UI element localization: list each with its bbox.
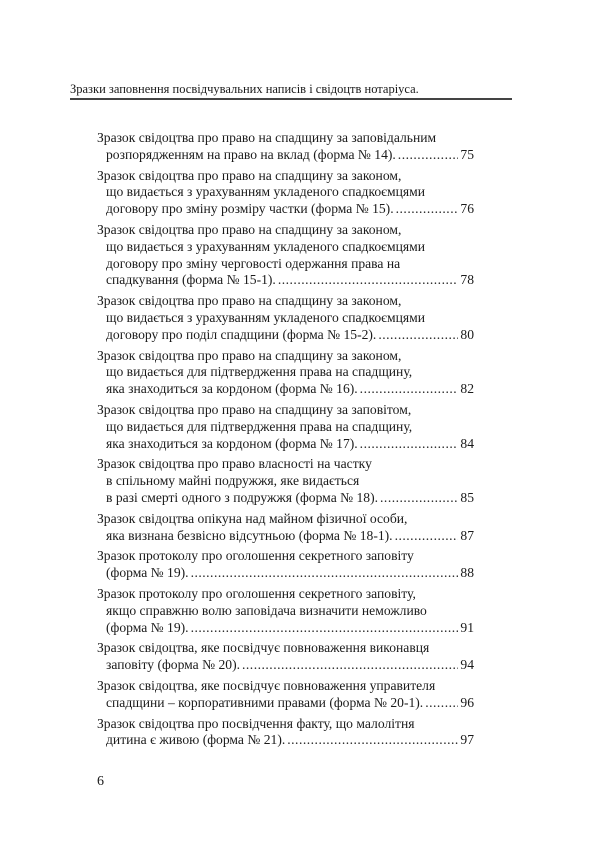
toc-page-number: 94 (460, 657, 474, 673)
toc-entry-line: в разі смерті одного з подружжя (форма № 18). (106, 489, 379, 505)
toc-entry-line: що видається для підтвердження права на спадщину, (106, 418, 413, 434)
toc-entry-line: яка знаходиться за кордоном (форма № 17). (106, 435, 358, 451)
toc-entry[interactable] (97, 716, 474, 750)
toc-entry-last-line (97, 381, 474, 398)
dot-leader (380, 490, 458, 507)
dot-leader (287, 732, 458, 749)
toc-entry-last-line (97, 732, 474, 749)
toc-entry[interactable] (97, 222, 474, 289)
toc-entry-line: Зразок свідоцтва про право на спадщину за законом, (97, 293, 402, 309)
toc-entry-line: Зразок протоколу про оголошення секретного заповіту, (97, 585, 416, 601)
toc-entry-line: яка визнана безвісно відсутньою (форма № 18-1). (106, 527, 393, 543)
toc-entry[interactable] (97, 586, 474, 636)
toc-entry-line: Зразок свідоцтва, яке посвідчує повноваження виконавця (97, 640, 430, 656)
toc-entry-line: Зразок свідоцтва про право на спадщину за заповітом, (97, 401, 412, 417)
toc-page-number: 88 (460, 565, 474, 581)
toc-entry[interactable] (97, 293, 474, 343)
toc-entry-last-line (97, 620, 474, 637)
toc-page-number: 80 (460, 326, 474, 342)
toc-entry-line: Зразок свідоцтва про право на спадщину за заповідальним (97, 130, 437, 145)
toc-entry-line: Зразок свідоцтва про право власності на частку (97, 456, 372, 472)
toc-entry-line: Зразок свідоцтва опікуна над майном фізичної особи, (97, 510, 408, 526)
toc-entry-line: договору про зміну черговості одержання права на (106, 255, 401, 271)
toc-entry-line: Зразок протоколу про оголошення секретного заповіту (97, 548, 414, 564)
dot-leader (396, 201, 459, 218)
running-header: Зразки заповнення посвідчувальних написів і свідоцтв нотаріуса. (70, 82, 419, 96)
toc-entry-line: Зразок свідоцтва про право на спадщину за законом, (97, 221, 402, 237)
toc-entry[interactable] (97, 402, 474, 452)
page-number: 6 (97, 774, 104, 789)
toc-entry-line: дитина є живою (форма № 21). (106, 732, 286, 748)
toc-page-number: 75 (460, 146, 474, 162)
dot-leader (278, 272, 459, 289)
toc-entry-line: розпорядженням на право на вклад (форма № 14). (106, 146, 396, 162)
toc-page-number: 97 (460, 732, 474, 748)
toc-entry-last-line (97, 695, 474, 712)
toc-entry[interactable] (97, 511, 474, 545)
toc-entry[interactable] (97, 348, 474, 398)
toc-entry[interactable] (97, 678, 474, 712)
toc-entry-line: в спільному майні подружжя, яке видається (106, 473, 360, 489)
dot-leader (378, 327, 458, 344)
toc-entry-line: (форма № 19). (106, 619, 189, 635)
dot-leader (398, 147, 459, 164)
toc-page-number: 85 (460, 489, 474, 505)
toc-entry-line: що видається з урахуванням укладеного спадкоємцями (106, 309, 425, 325)
toc-entry[interactable] (97, 130, 474, 164)
toc-entry-last-line (97, 201, 474, 218)
toc-entry-last-line (97, 272, 474, 289)
dot-leader (360, 436, 459, 453)
toc-entry-line: спадщини – корпоративними правами (форма № 20-1). (106, 694, 424, 710)
dot-leader (191, 620, 459, 637)
toc-entry-line: договору про зміну розміру частки (форма № 15). (106, 201, 394, 217)
header-rule (70, 98, 512, 100)
toc-entry-line: договору про поділ спадщини (форма № 15-2). (106, 326, 377, 342)
toc-entry-last-line (97, 528, 474, 545)
toc-entry-line: що видається для підтвердження права на спадщину, (106, 364, 413, 380)
toc-page-number: 82 (460, 381, 474, 397)
toc-entry-last-line (97, 565, 474, 582)
toc-entry-line: (форма № 19). (106, 565, 189, 581)
toc-entry[interactable] (97, 640, 474, 674)
toc-page-number: 96 (460, 694, 474, 710)
toc-entry-last-line (97, 147, 474, 164)
toc-entry-line: Зразок свідоцтва, яке посвідчує повноваження управителя (97, 677, 436, 693)
toc-entry[interactable] (97, 168, 474, 218)
dot-leader (360, 381, 459, 398)
toc-entry[interactable] (97, 548, 474, 582)
toc-entry-last-line (97, 436, 474, 453)
toc-page-number: 84 (460, 435, 474, 451)
dot-leader (425, 695, 458, 712)
toc-entry-line: якщо справжню волю заповідача визначити неможливо (106, 602, 427, 618)
toc-entry-line: заповіту (форма № 20). (106, 657, 240, 673)
dot-leader (242, 657, 458, 674)
dot-leader (395, 528, 459, 545)
toc-page-number: 87 (460, 527, 474, 543)
toc-entry-line: яка знаходиться за кордоном (форма № 16). (106, 381, 358, 397)
toc-entry-line: що видається з урахуванням укладеного спадкоємцями (106, 238, 425, 254)
toc-entry-line: Зразок свідоцтва про посвідчення факту, що малолітня (97, 715, 415, 731)
toc-entry-last-line (97, 327, 474, 344)
toc-page-number: 91 (460, 619, 474, 635)
toc-entry-line: що видається з урахуванням укладеного спадкоємцями (106, 184, 425, 200)
toc-entry[interactable] (97, 456, 474, 506)
toc-entry-last-line (97, 490, 474, 507)
toc-entry-last-line (97, 657, 474, 674)
toc-entry-line: спадкування (форма № 15-1). (106, 272, 276, 288)
dot-leader (191, 565, 459, 582)
toc-page-number: 76 (460, 201, 474, 217)
table-of-contents (97, 130, 474, 753)
toc-page-number: 78 (460, 272, 474, 288)
toc-entry-line: Зразок свідоцтва про право на спадщину за законом, (97, 347, 402, 363)
toc-entry-line: Зразок свідоцтва про право на спадщину за законом, (97, 167, 402, 183)
